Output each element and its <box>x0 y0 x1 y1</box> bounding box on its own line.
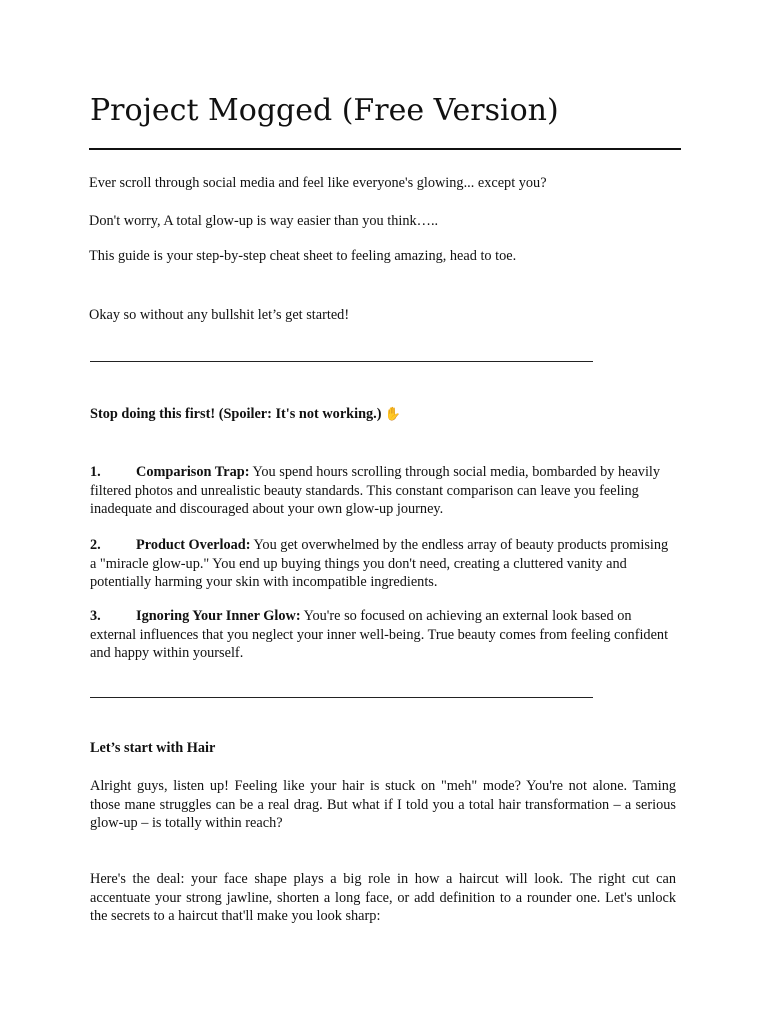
section-heading-stop-doing <box>90 406 401 423</box>
intro-line-3: This guide is your step-by-step cheat sheet to feeling amazing, head to toe. <box>89 248 517 264</box>
document-title: Project Mogged (Free Version) <box>90 93 559 128</box>
raised-hand-icon: ✋ <box>384 407 401 422</box>
title-underline <box>89 148 681 150</box>
intro-line-4: Okay so without any bullshit let’s get started! <box>89 307 350 323</box>
list-item <box>90 607 674 663</box>
intro-line-2: Don't worry, A total glow-up is way easier than you think….. <box>89 213 439 229</box>
intro-line-1: Ever scroll through social media and feel like everyone's glowing... except you? <box>89 175 547 191</box>
section-heading-hair: Let’s start with Hair <box>90 740 216 756</box>
list-item-term: Comparison Trap: <box>136 464 250 480</box>
face-shape-paragraph: Here's the deal: your face shape plays a big role in how a haircut will look. The right cut can accentuate your strong jawline, shorten a long face, or add definition to a rounder one. Let's unlock the secrets to a haircut that'll make you look sharp: <box>90 871 676 925</box>
section-divider <box>90 361 593 362</box>
list-item-text: You spend hours scrolling through social media, bombarded by heavily filtered photos and unrealistic beauty standards. This constant comparison can leave you feeling inadequate and discouraged about your own glow-up journey. <box>90 464 661 518</box>
list-item <box>90 463 674 519</box>
list-item-number: 2. <box>90 537 101 553</box>
list-item-term: Product Overload: <box>136 537 251 553</box>
section-divider <box>90 697 593 698</box>
list-item-term: Ignoring Your Inner Glow: <box>136 608 301 624</box>
hair-intro-paragraph: Alright guys, listen up! Feeling like your hair is stuck on "meh" mode? You're not alone. Taming those mane struggles can be a real drag. But what if I told you a total hair transformation – a serious glow-up – is totally within reach? <box>90 778 676 832</box>
list-item-number: 3. <box>90 608 101 624</box>
list-item <box>90 536 674 592</box>
list-item-text: You get overwhelmed by the endless array of beauty products promising a "miracle glow-up." You end up buying things you don't need, creating a cluttered vanity and potentially harming your skin with incompatible ingredients. <box>90 537 669 591</box>
section-heading-text: Stop doing this first! (Spoiler: It's not working.) <box>90 406 382 422</box>
list-item-text: You're so focused on achieving an external look based on external influences that you neglect your inner well-being. True beauty comes from feeling confident and happy within yourself. <box>90 608 669 662</box>
list-item-number: 1. <box>90 464 101 480</box>
